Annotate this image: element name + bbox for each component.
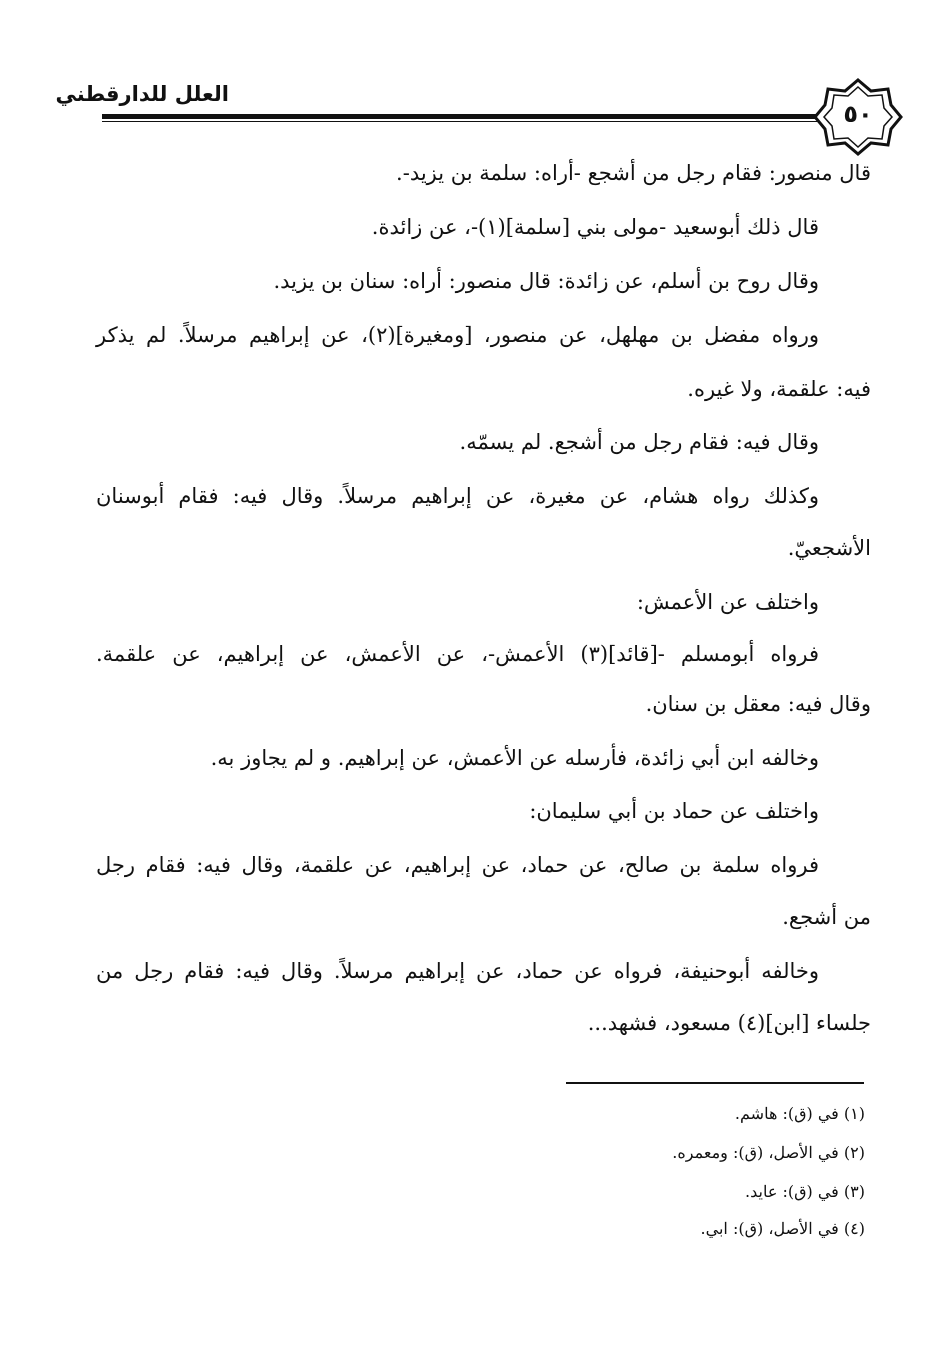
footnote: (١) في (ق): هاشم. <box>734 1104 865 1123</box>
text-line: وقال فيه: معقل بن سنان. <box>645 692 871 716</box>
text-line: واختلف عن الأعمش: <box>636 590 819 614</box>
text-line: فرواه أبومسلم -[قائد](٣) الأعمش-، عن الأعمش، عن إبراهيم، عن علقمة. <box>96 642 820 666</box>
footnote-separator <box>566 1082 864 1084</box>
text-line: قال ذلك أبوسعيد -مولى بني [سلمة](١)-، عن زائدة. <box>371 215 819 239</box>
footnote: (٢) في الأصل، (ق): ومعمره. <box>672 1143 865 1162</box>
page-number: ٥٠ <box>843 100 873 128</box>
text-line: الأشجعيّ. <box>787 536 871 560</box>
header-rule-thin <box>102 121 820 122</box>
text-line: واختلف عن حماد بن أبي سليمان: <box>529 799 819 823</box>
text-line: وخالفه أبوحنيفة، فرواه عن حماد، عن إبراهيم مرسلاً. وقال فيه: فقام رجل من <box>96 959 819 983</box>
text-line: وقال فيه: فقام رجل من أشجع. لم يسمّه. <box>459 430 819 454</box>
text-line: ورواه مفضل بن مهلهل، عن منصور، [ومغيرة](٢)، عن إبراهيم مرسلاً. لم يذكر <box>96 323 819 347</box>
text-line: وقال روح بن أسلم، عن زائدة: قال منصور: أراه: سنان بن يزيد. <box>273 269 819 293</box>
text-line: قال منصور: فقام رجل من أشجع -أراه: سلمة بن يزيد-. <box>396 161 871 185</box>
text-line: وكذلك رواه هشام، عن مغيرة، عن إبراهيم مرسلاً. وقال فيه: فقام أبوسنان <box>96 484 819 508</box>
text-line: فرواه سلمة بن صالح، عن حماد، عن إبراهيم، عن علقمة، وقال فيه: فقام رجل <box>96 853 819 877</box>
header-rule-thick <box>102 114 820 119</box>
footnote: (٣) في (ق): عايد. <box>745 1182 865 1201</box>
text-line: وخالفه ابن أبي زائدة، فأرسله عن الأعمش، عن إبراهيم. و لم يجاوز به. <box>210 746 819 770</box>
running-header-title: العلل للدارقطني <box>55 82 229 106</box>
text-line: من أشجع. <box>782 905 871 929</box>
text-line: جلساء [ابن](٤) مسعود، فشهد... <box>587 1011 871 1035</box>
footnote: (٤) في الأصل، (ق): ابي. <box>700 1219 865 1238</box>
text-line: فيه: علقمة، ولا غيره. <box>687 377 871 401</box>
